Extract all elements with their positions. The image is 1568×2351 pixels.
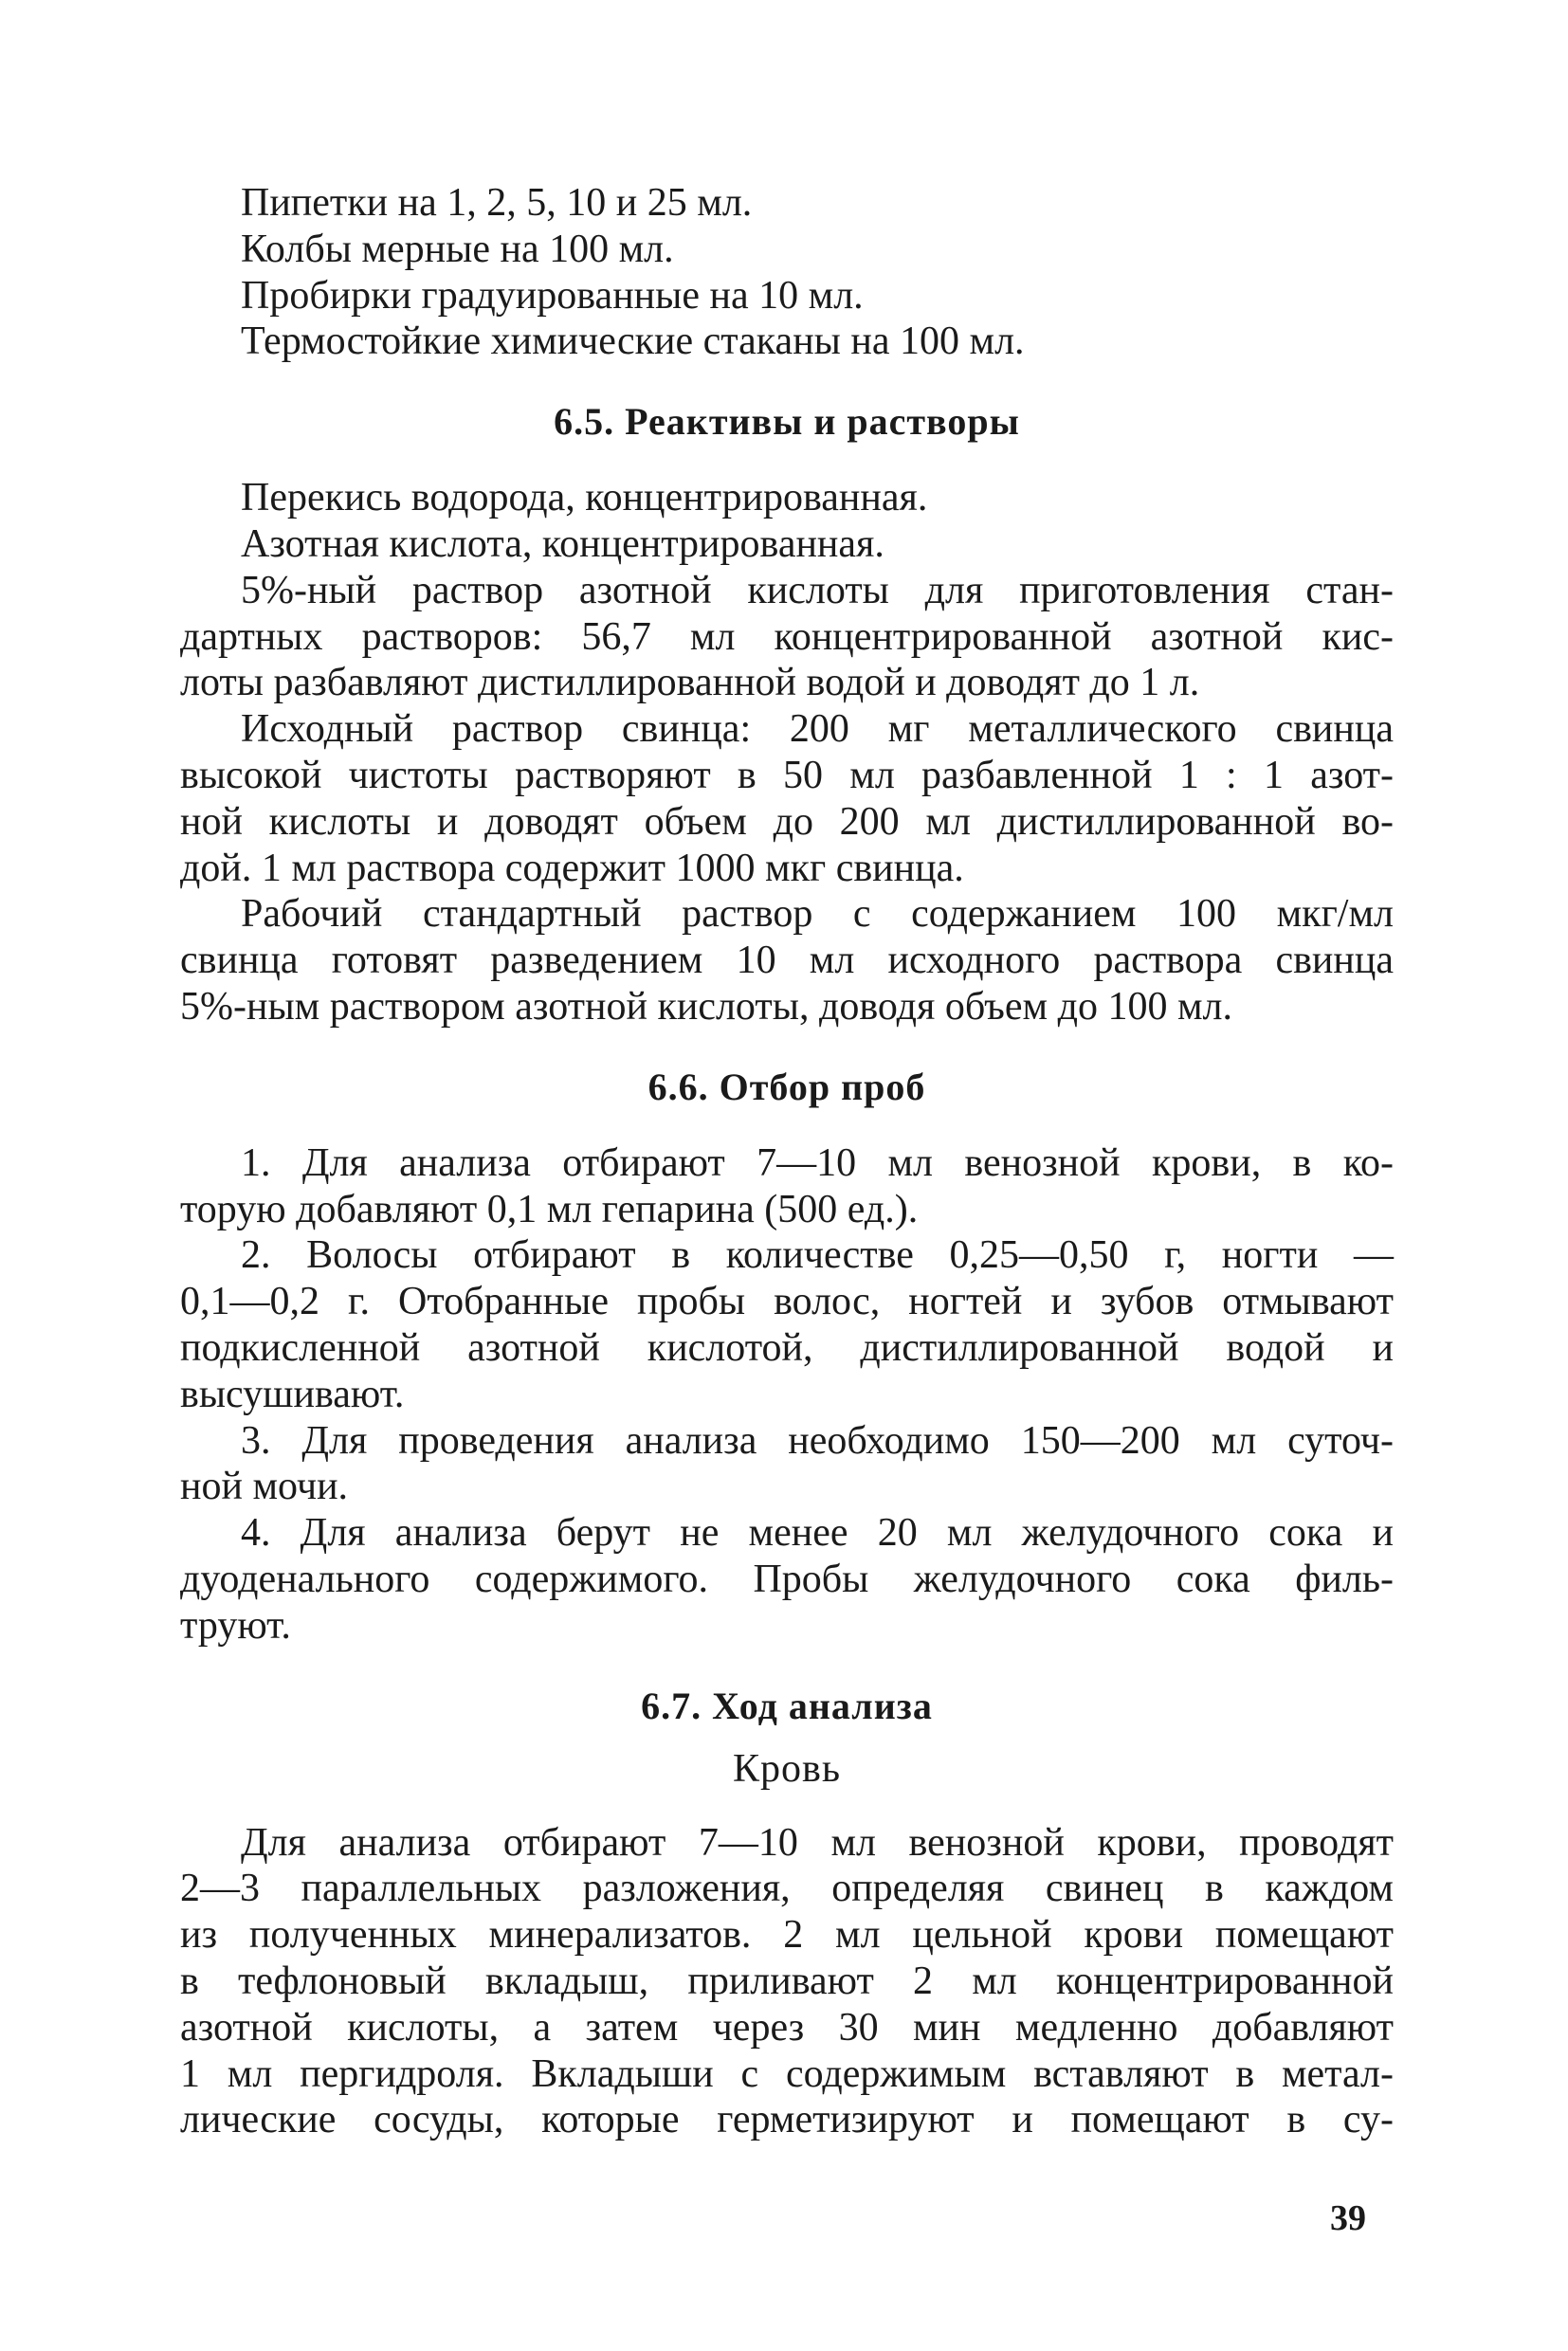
equipment-item: Термостойкие химические стаканы на 100 мл. (241, 319, 1025, 364)
list-item-line: 4. Для анализа берут не менее 20 мл желудочного сока и (241, 1511, 1394, 1556)
page-number: 39 (1330, 2198, 1366, 2238)
paragraph-line: дой. 1 мл раствора содержит 1000 мкг свинца. (180, 846, 964, 890)
paragraph-line: Перекись водорода, концентрированная. (241, 476, 928, 520)
paragraph-line: Азотная кислота, концентрированная. (241, 521, 884, 566)
paragraph-line: лические сосуды, которые герметизируют и помещают в су- (180, 2098, 1394, 2142)
paragraph-line: из полученных минерализатов. 2 мл цельной крови помещают (180, 1913, 1394, 1958)
subheading-blood: Кровь (733, 1746, 841, 1791)
paragraph-line: 5%-ный раствор азотной кислоты для приготовления стан- (241, 568, 1394, 612)
paragraph-line: Для анализа отбирают 7—10 мл венозной крови, проводят (241, 1820, 1394, 1865)
paragraph-line: ной кислоты и доводят объем до 200 мл дистиллированной во- (180, 799, 1394, 844)
list-item-line: 0,1—0,2 г. Отобранные пробы волос, ногтей и зубов отмывают (180, 1280, 1394, 1324)
page-body (180, 180, 1394, 2143)
paragraph-line: лоты разбавляют дистиллированной водой и доводят до 1 л. (180, 661, 1200, 705)
paragraph-line: Рабочий стандартный раствор с содержанием 100 мкг/мл (241, 892, 1394, 937)
section-heading-6-5: 6.5. Реактивы и растворы (554, 400, 1020, 444)
section-6-7-body (180, 1820, 1394, 2144)
paragraph-line: высокой чистоты растворяют в 50 мл разбавленной 1 : 1 азот- (180, 753, 1394, 797)
paragraph-line: в тефлоновый вкладыш, приливают 2 мл концентрированной (180, 1959, 1394, 2003)
section-6-6-body (180, 1140, 1394, 1649)
list-item-line: ной мочи. (180, 1465, 349, 1509)
equipment-item: Пипетки на 1, 2, 5, 10 и 25 мл. (241, 181, 753, 225)
list-item-line: 3. Для проведения анализа необходимо 150—200 мл суточ- (241, 1418, 1394, 1463)
list-item-line: подкисленной азотной кислотой, дистиллированной водой и (180, 1325, 1394, 1370)
list-item-line: 1. Для анализа отбирают 7—10 мл венозной крови, в ко- (241, 1140, 1394, 1185)
section-6-5-body (180, 475, 1394, 1030)
paragraph-line: азотной кислоты, а затем через 30 мин медленно добавляют (180, 2005, 1394, 2050)
paragraph-line: 1 мл пергидроля. Вкладыши с содержимым вставляют в метал- (180, 2051, 1394, 2096)
section-heading-6-6: 6.6. Отбор проб (647, 1065, 926, 1108)
list-item-line: торую добавляют 0,1 мл гепарина (500 ед.). (180, 1187, 919, 1231)
paragraph-line: Исходный раствор свинца: 200 мг металлического свинца (241, 707, 1394, 752)
paragraph-line: дартных растворов: 56,7 мл концентрированной азотной кис- (180, 614, 1394, 659)
equipment-item: Колбы мерные на 100 мл. (241, 227, 674, 271)
paragraph-line: свинца готовят разведением 10 мл исходного раствора свинца (180, 939, 1394, 983)
paragraph-line: 2—3 параллельных разложения, определяя свинец в каждом (180, 1867, 1394, 1911)
equipment-item: Пробирки градуированные на 10 мл. (241, 273, 864, 318)
list-item-line: труют. (180, 1603, 291, 1648)
list-item-line: дуоденального содержимого. Пробы желудочного сока филь- (180, 1557, 1394, 1601)
paragraph-line: 5%-ным раствором азотной кислоты, доводя объем до 100 мл. (180, 984, 1233, 1029)
list-item-line: 2. Волосы отбирают в количестве 0,25—0,50 г, ногти — (241, 1233, 1394, 1278)
section-heading-6-7: 6.7. Ход анализа (641, 1684, 933, 1727)
list-item-line: высушивают. (180, 1372, 405, 1416)
equipment-list (180, 180, 1394, 365)
